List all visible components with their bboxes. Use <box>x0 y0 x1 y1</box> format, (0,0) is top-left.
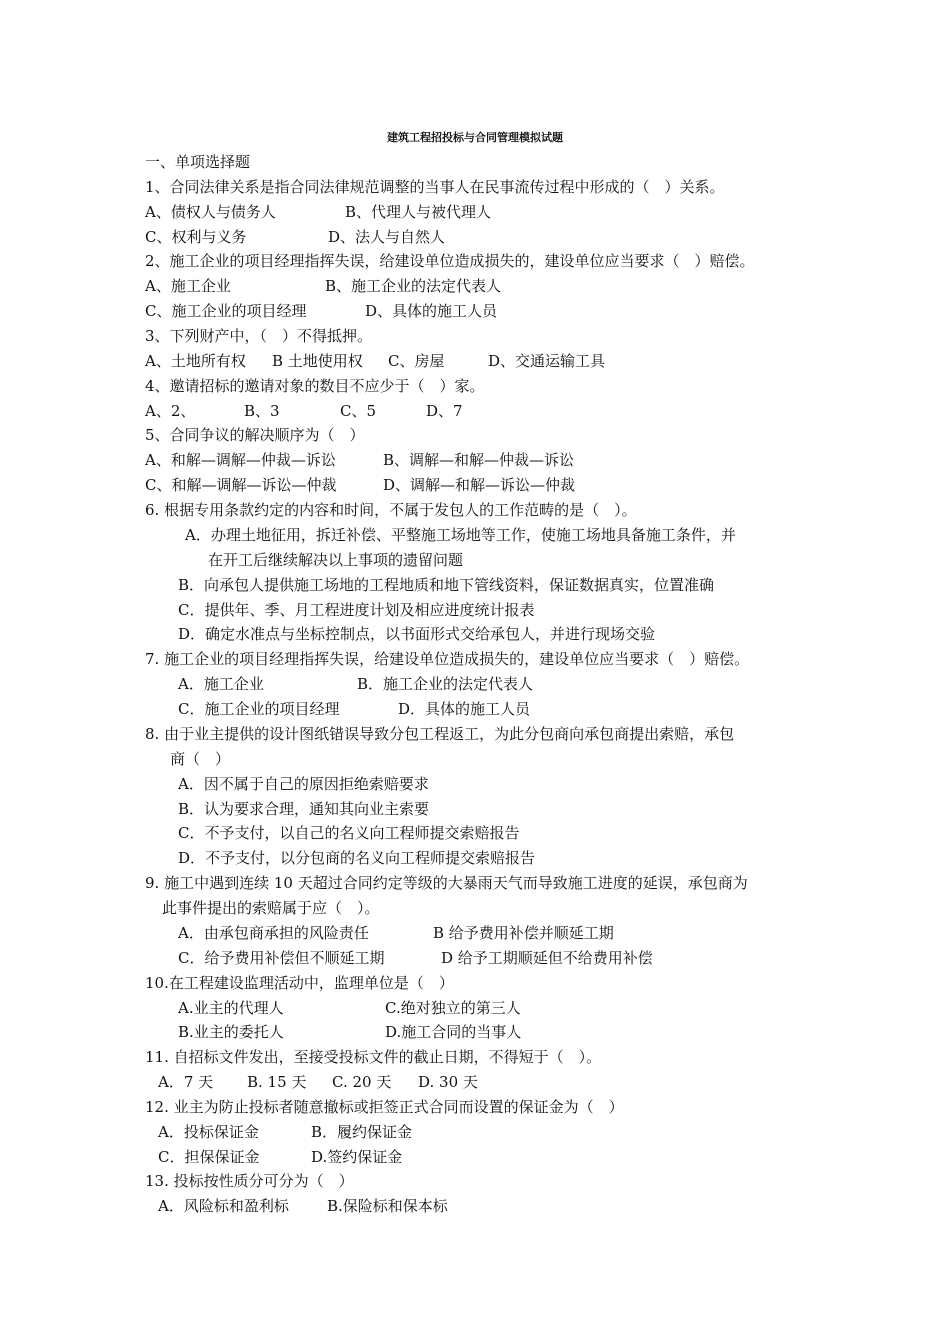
answer-option: B．履约保证金 <box>311 1123 413 1141</box>
answer-option: A．风险标和盈利标 <box>158 1197 289 1215</box>
answer-option: D 给予工期顺延但不给费用补偿 <box>441 949 653 967</box>
answer-option: B．向承包人提供施工场地的工程地质和地下管线资料，保证数据真实，位置准确 <box>178 576 715 594</box>
answer-option: B、调解—和解—仲裁—诉讼 <box>383 451 575 469</box>
answer-option: C．提供年、季、月工程进度计划及相应进度统计报表 <box>178 601 535 619</box>
answer-option: C．给予费用补偿但不顺延工期 <box>178 949 385 967</box>
question-stem: 11. 自招标文件发出，至接受投标文件的截止日期，不得短于（ ）。 <box>145 1048 602 1066</box>
question-stem: 1、合同法律关系是指合同法律规范调整的当事人在民事流传过程中形成的（ ）关系。 <box>145 178 725 196</box>
answer-option: C、权利与义务 <box>145 228 247 246</box>
section-heading: 一、单项选择题 <box>145 153 251 171</box>
answer-option: C．不予支付，以自己的名义向工程师提交索赔报告 <box>178 824 520 842</box>
question-stem: 7. 施工企业的项目经理指挥失误，给建设单位造成损失的，建设单位应当要求（ ）赔偿。 <box>145 650 750 668</box>
answer-option: A.业主的代理人 <box>178 999 284 1017</box>
question-stem: 3、下列财产中，（ ）不得抵押。 <box>145 327 373 345</box>
answer-option: C．施工企业的项目经理 <box>178 700 340 718</box>
answer-option: D、交通运输工具 <box>488 352 606 370</box>
document-title: 建筑工程招投标与合同管理模拟试题 <box>387 131 563 144</box>
answer-option: A、土地所有权 <box>145 352 246 370</box>
answer-option: D．确定水准点与坐标控制点，以书面形式交给承包人，并进行现场交验 <box>178 625 656 643</box>
answer-option: B 给予费用补偿并顺延工期 <box>433 924 614 942</box>
question-stem: 10.在工程建设监理活动中，监理单位是（ ） <box>145 974 454 992</box>
answer-option: A．投标保证金 <box>158 1123 259 1141</box>
question-stem: 13. 投标按性质分可分为（ ） <box>145 1172 354 1190</box>
answer-option: A．施工企业 <box>178 675 264 693</box>
answer-option: D、7 <box>426 402 463 420</box>
answer-option: D. 30 天 <box>418 1073 478 1091</box>
question-stem: 6. 根据专用条款约定的内容和时间，不属于发包人的工作范畴的是（ ）。 <box>145 501 637 519</box>
answer-option: B．认为要求合理，通知其向业主索要 <box>178 800 430 818</box>
answer-option: B．施工企业的法定代表人 <box>357 675 534 693</box>
answer-option: B、施工企业的法定代表人 <box>325 277 502 295</box>
question-stem-continuation: 商（ ） <box>170 750 231 768</box>
question-stem: 5、合同争议的解决顺序为（ ） <box>145 426 365 444</box>
question-stem: 2、施工企业的项目经理指挥失误，给建设单位造成损失的，建设单位应当要求（ ）赔偿。 <box>145 252 755 270</box>
answer-option: C、5 <box>340 402 377 420</box>
answer-option: D．不予支付，以分包商的名义向工程师提交索赔报告 <box>178 849 536 867</box>
answer-option: D．具体的施工人员 <box>398 700 531 718</box>
question-stem: 9. 施工中遇到连续 10 天超过合同约定等级的大暴雨天气而导致施工进度的延误，承包商为 <box>145 874 748 892</box>
answer-option: A．7 天 <box>158 1073 214 1091</box>
answer-option: C.绝对独立的第三人 <box>385 999 521 1017</box>
answer-option: C、房屋 <box>388 352 445 370</box>
answer-option: B. 15 天 <box>247 1073 307 1091</box>
answer-option: D、具体的施工人员 <box>365 302 498 320</box>
answer-option: B、3 <box>244 402 280 420</box>
answer-option: B 土地使用权 <box>272 352 363 370</box>
question-stem: 4、邀请招标的邀请对象的数目不应少于（ ）家。 <box>145 377 485 395</box>
answer-option: C、和解—调解—诉讼—仲裁 <box>145 476 337 494</box>
answer-option: A、2、 <box>145 402 196 420</box>
answer-option-continuation: 在开工后继续解决以上事项的遗留问题 <box>208 551 464 569</box>
answer-option: A．由承包商承担的风险责任 <box>178 924 369 942</box>
answer-option: D、法人与自然人 <box>328 228 446 246</box>
answer-option: A．因不属于自己的原因拒绝索赔要求 <box>178 775 429 793</box>
answer-option: C．担保保证金 <box>158 1148 260 1166</box>
question-stem: 8. 由于业主提供的设计图纸错误导致分包工程返工，为此分包商向承包商提出索赔，承包 <box>145 725 735 743</box>
question-stem-continuation: 此事件提出的索赔属于应（ ）。 <box>162 899 380 917</box>
question-stem: 12. 业主为防止投标者随意撤标或拒签正式合同而设置的保证金为（ ） <box>145 1098 624 1116</box>
answer-option: D、调解—和解—诉讼—仲裁 <box>383 476 576 494</box>
answer-option: B.业主的委托人 <box>178 1023 284 1041</box>
answer-option: C. 20 天 <box>332 1073 392 1091</box>
answer-option: B.保险标和保本标 <box>327 1197 448 1215</box>
answer-option: D.施工合同的当事人 <box>385 1023 522 1041</box>
answer-option: B、代理人与被代理人 <box>345 203 492 221</box>
answer-option: A．办理土地征用，拆迁补偿、平整施工场地等工作，使施工场地具备施工条件，并 <box>185 526 736 544</box>
answer-option: A、施工企业 <box>145 277 231 295</box>
answer-option: C、施工企业的项目经理 <box>145 302 307 320</box>
answer-option: A、债权人与债务人 <box>145 203 276 221</box>
answer-option: D.签约保证金 <box>311 1148 403 1166</box>
answer-option: A、和解—调解—仲裁—诉讼 <box>145 451 336 469</box>
